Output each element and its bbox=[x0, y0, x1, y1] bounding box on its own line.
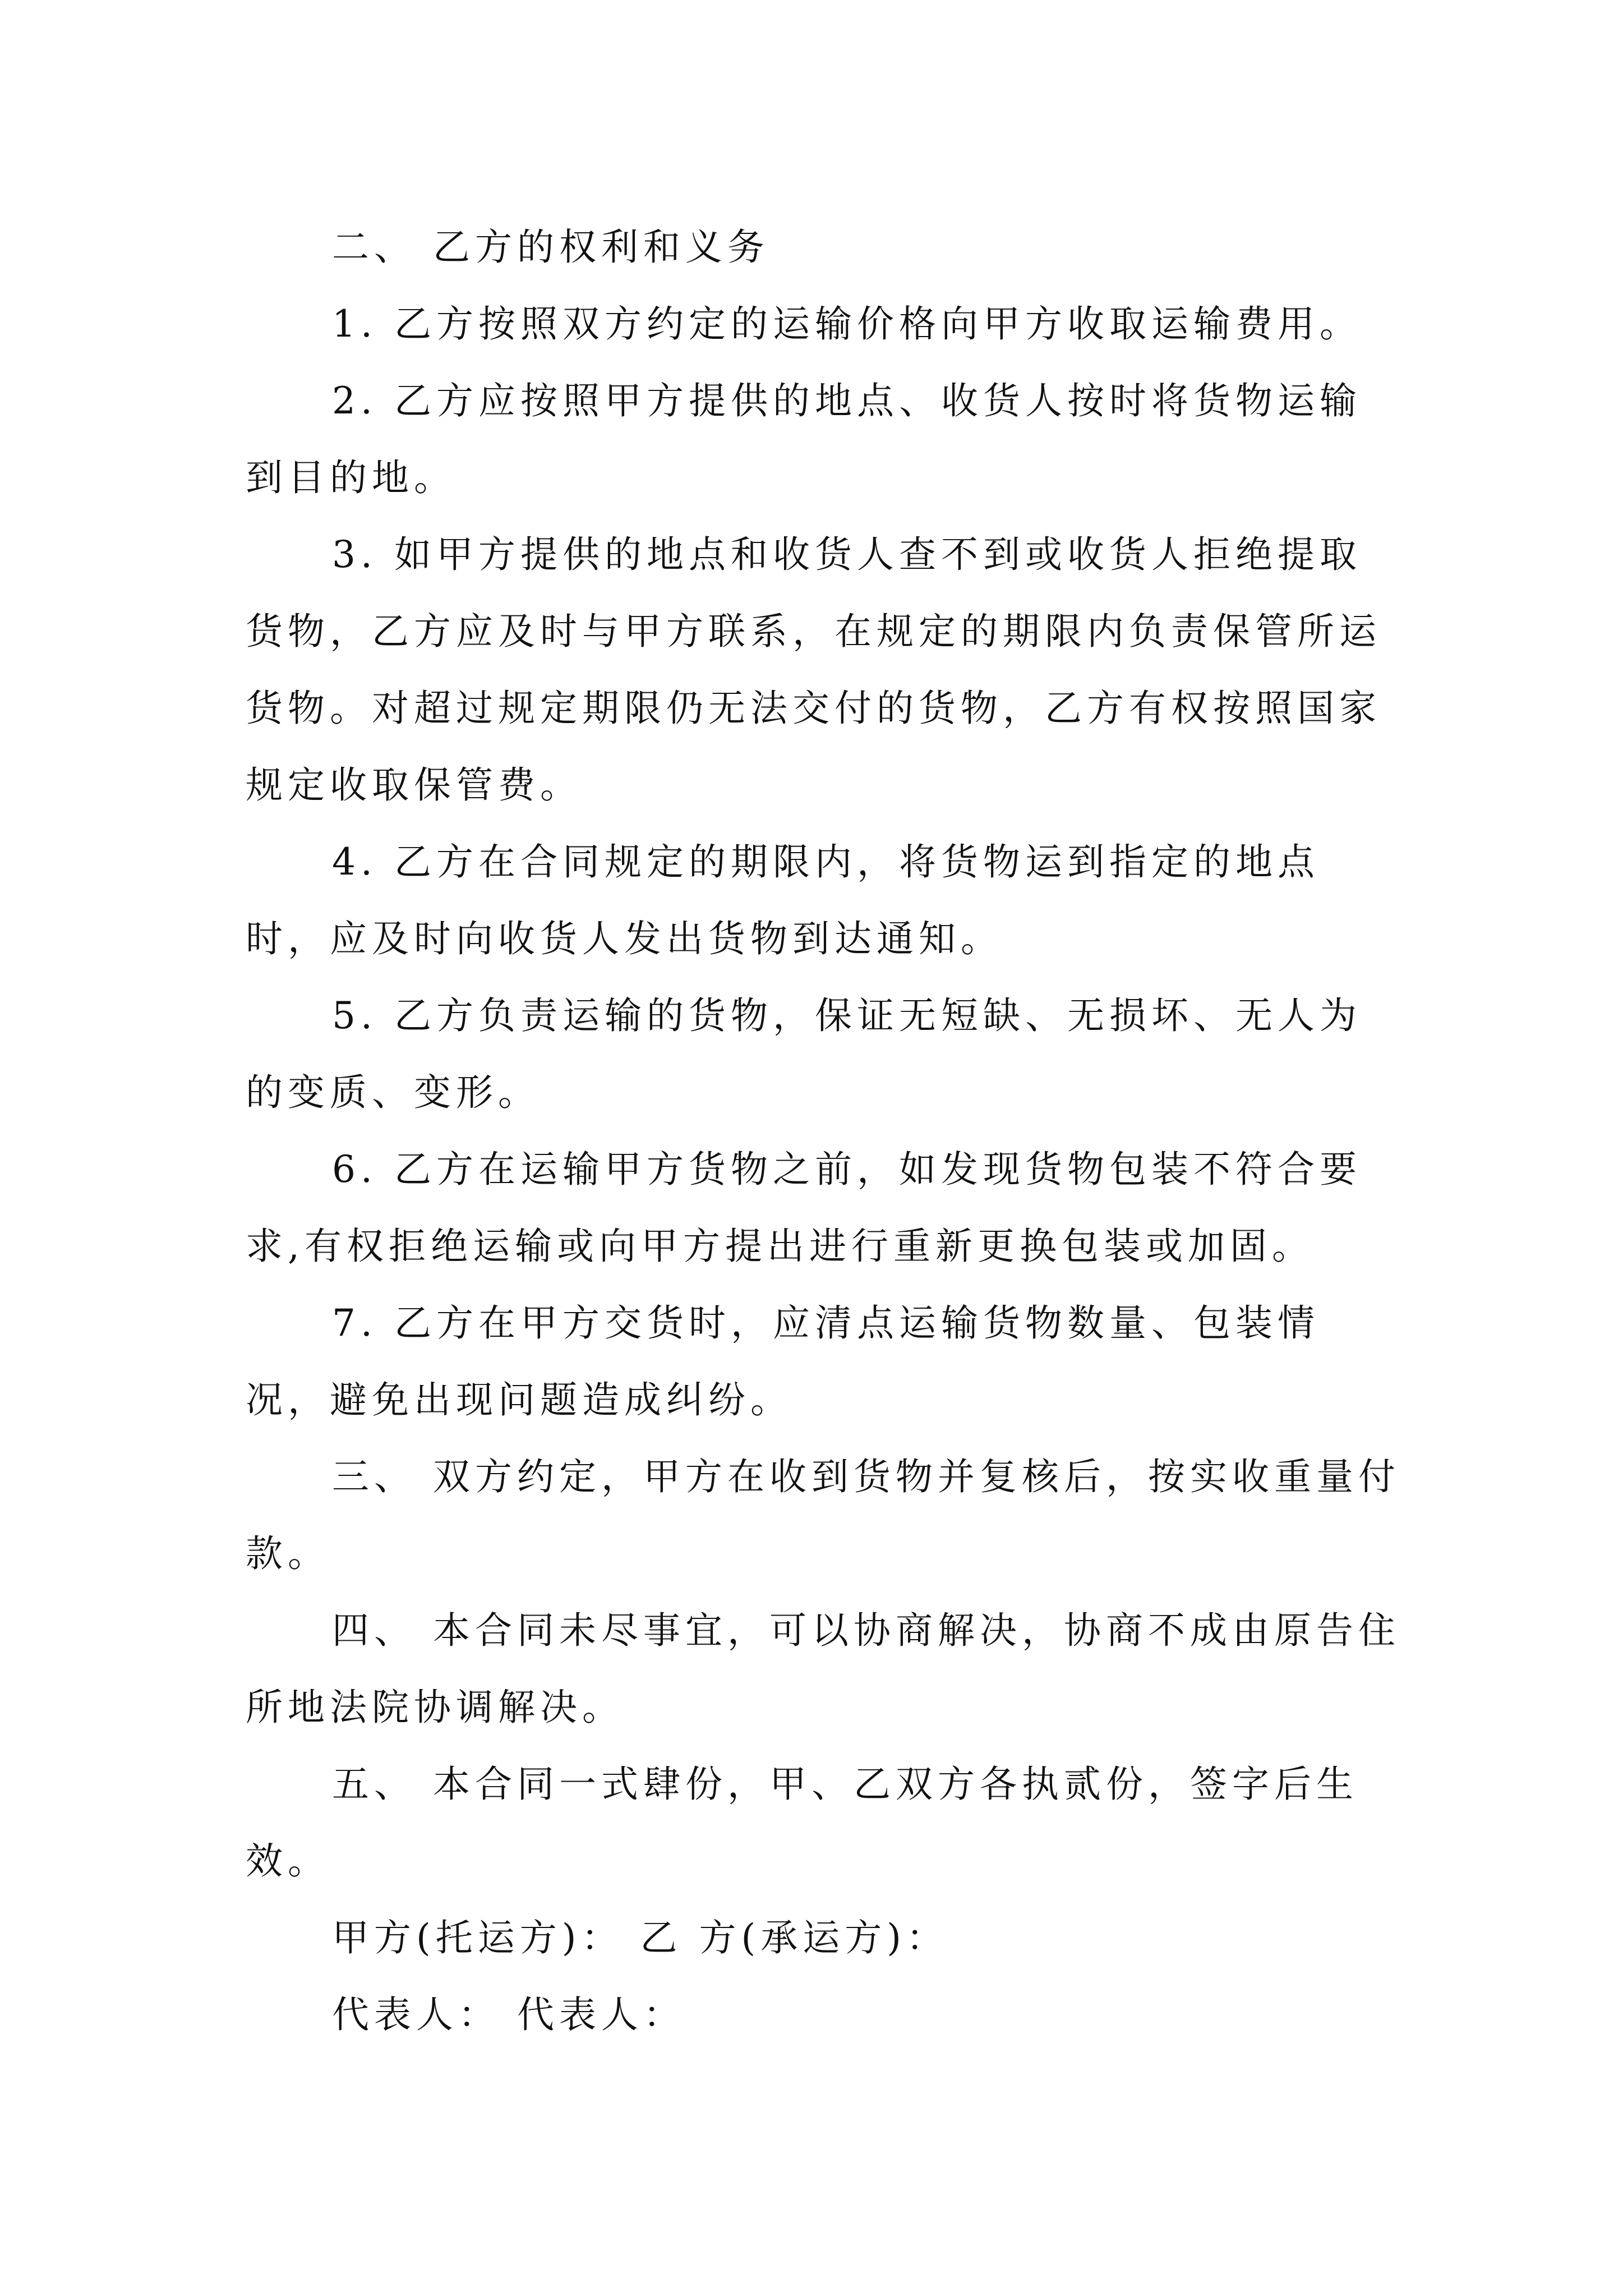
clause-4: 4. 乙方在合同规定的期限内，将货物运到指定的地点时，应及时向收货人发出货物到达通知。 bbox=[246, 840, 1320, 960]
signature-parties-line: 甲方(托运方)： 乙 方(承运方)： bbox=[332, 1916, 948, 1959]
clause-6: 6. 乙方在运输甲方货物之前，如发现货物包装不符合要求,有权拒绝运输或向甲方提出进行重新更换包装或加固。 bbox=[246, 1148, 1362, 1268]
document-body bbox=[246, 209, 1401, 2053]
signature-representatives-line: 代表人： 代表人： bbox=[332, 1993, 685, 2036]
clause-7: 7. 乙方在甲方交货时，应清点运输货物数量、包装情况，避免出现问题造成纠纷。 bbox=[246, 1301, 1320, 1421]
clause-3: 3. 如甲方提供的地点和收货人查不到或收货人拒绝提取货物，乙方应及时与甲方联系，在规定的期限内负责保管所运货物。对超过规定期限仍无法交付的货物，乙方有权按照国家规定收取保管费。 bbox=[246, 533, 1381, 807]
section-three-payment: 三、 双方约定，甲方在收到货物并复核后，按实收重量付款。 bbox=[246, 1455, 1400, 1575]
section-five-copies: 五、 本合同一式肆份，甲、乙双方各执贰份，签字后生效。 bbox=[246, 1763, 1358, 1883]
section-four-disputes: 四、 本合同未尽事宜，可以协商解决，协商不成由原告住所地法院协调解决。 bbox=[246, 1609, 1400, 1729]
clause-5: 5. 乙方负责运输的货物，保证无短缺、无损坏、无人为的变质、变形。 bbox=[246, 994, 1362, 1114]
clause-2: 2. 乙方应按照甲方提供的地点、收货人按时将货物运输到目的地。 bbox=[246, 379, 1362, 499]
clause-1: 1. 乙方按照双方约定的运输价格向甲方收取运输费用。 bbox=[332, 302, 1362, 346]
section-heading-party-b-rights: 二、 乙方的权利和义务 bbox=[332, 226, 769, 269]
